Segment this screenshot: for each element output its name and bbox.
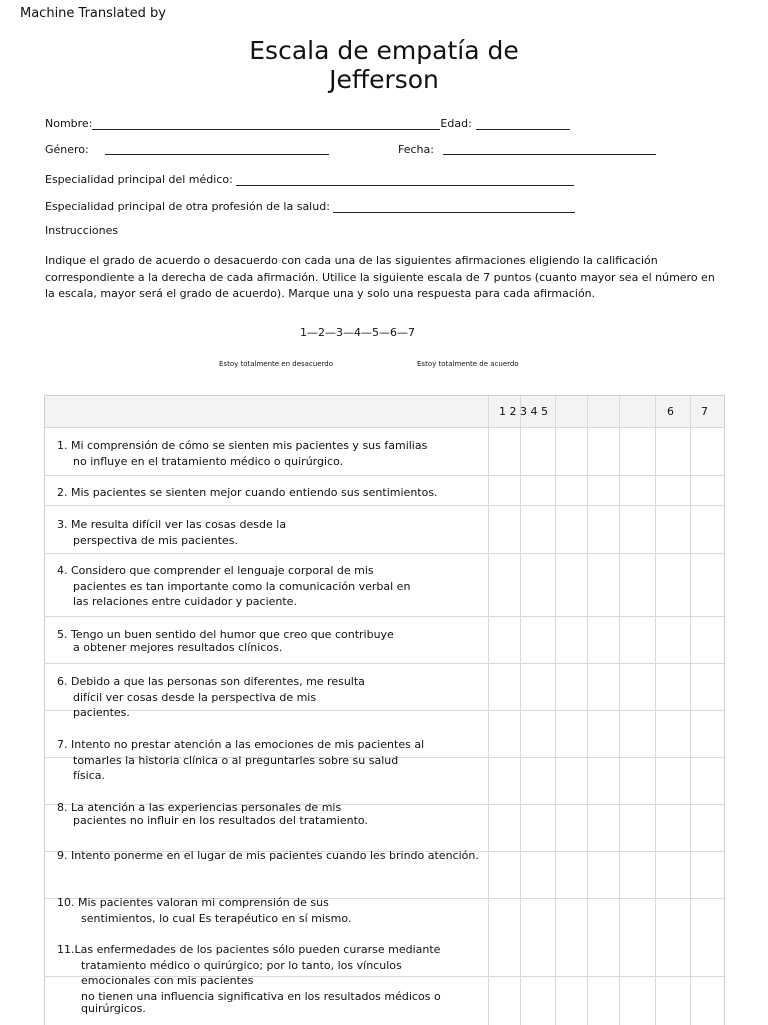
instructions-line-2: correspondiente a la derecha de cada afirmación. Utilice la siguiente escala de 7 puntos (cuanto mayor sea el número en	[45, 270, 715, 284]
item-text: perspectiva de mis pacientes.	[73, 533, 239, 547]
especialidad-medico-line[interactable]	[236, 173, 574, 186]
machine-translated-watermark: Machine Translated by	[20, 6, 166, 21]
item-text: Considero que comprender el lenguaje corporal de mis	[71, 564, 374, 577]
title-line-2: Jefferson	[329, 65, 439, 94]
item-text: pacientes no influir en los resultados del tratamiento.	[73, 813, 368, 827]
fecha-label: Fecha:	[398, 143, 434, 156]
scale-right-label: Estoy totalmente de acuerdo	[417, 360, 519, 368]
item-text: tratamiento médico o quirúrgico; por lo tanto, los vínculos	[81, 958, 402, 972]
item-text: Mis pacientes se sienten mejor cuando entiendo sus sentimientos.	[71, 486, 438, 499]
scale-left-label: Estoy totalmente en desacuerdo	[219, 360, 334, 368]
item-text: no influye en el tratamiento médico o quirúrgico.	[73, 454, 344, 468]
item-4	[57, 563, 410, 610]
item-6	[57, 674, 365, 721]
item-text: Mi comprensión de cómo se sienten mis pacientes y sus familias	[71, 439, 428, 452]
item-number: 1.	[57, 439, 68, 452]
empathy-table	[44, 395, 725, 1025]
instructions-heading: Instrucciones	[45, 224, 119, 237]
genero-label: Género:	[45, 143, 89, 156]
item-number: 2.	[57, 486, 68, 499]
item-text: a obtener mejores resultados clínicos.	[73, 640, 283, 654]
row-divider	[45, 505, 724, 506]
especialidad-otra-line[interactable]	[333, 200, 575, 213]
item-text: emocionales con mis pacientes	[81, 974, 254, 987]
item-5	[57, 627, 394, 655]
instructions-line-3: la escala, mayor será el grado de acuerdo). Marque una y solo una respuesta para cada afirmación.	[45, 287, 596, 300]
header-cols-1-5: 1 2 3 4 5	[499, 405, 548, 418]
item-text: pacientes.	[73, 706, 130, 719]
item-11	[57, 942, 441, 1017]
item-text: no tienen una influencia significativa en los resultados médicos o	[81, 989, 441, 1003]
item-text: La atención a las experiencias personales de mis	[71, 801, 342, 814]
item-text: Intento no prestar atención a las emociones de mis pacientes al	[71, 738, 425, 751]
item-text: las relaciones entre cuidador y paciente.	[73, 595, 297, 608]
rating-scale: 1—2—3—4—5—6—7	[300, 326, 415, 339]
nombre-label: Nombre:	[45, 117, 93, 130]
item-text: Mis pacientes valoran mi comprensión de sus	[78, 896, 329, 909]
item-text: Las enfermedades de los pacientes sólo pueden curarse mediante	[74, 943, 441, 956]
item-9	[57, 848, 479, 864]
item-text: tomarles la historia clínica o al preguntarles sobre su salud	[73, 753, 399, 767]
especialidad-medico-field[interactable]	[45, 173, 574, 186]
item-number: 4.	[57, 564, 68, 577]
item-text: quirúrgicos.	[81, 1002, 146, 1015]
item-number: 9.	[57, 849, 68, 862]
instructions-line-1: Indique el grado de acuerdo o desacuerdo con cada una de las siguientes afirmaciones eligiendo la calificación	[45, 254, 658, 267]
item-number: 3.	[57, 518, 68, 531]
item-text: pacientes es tan importante como la comunicación verbal en	[73, 579, 411, 593]
nombre-field[interactable]	[45, 117, 570, 130]
header-col-6: 6	[667, 405, 674, 418]
item-text: Tengo un buen sentido del humor que creo que contribuye	[71, 628, 394, 641]
item-10	[57, 895, 351, 926]
item-number: 5.	[57, 628, 68, 641]
item-7	[57, 737, 424, 784]
title-line-1: Escala de empatía de	[249, 36, 519, 65]
item-text: Me resulta difícil ver las cosas desde la	[71, 518, 287, 531]
edad-label: Edad:	[440, 117, 472, 130]
row-divider	[45, 475, 724, 476]
row-divider	[45, 616, 724, 617]
item-number: 8.	[57, 801, 68, 814]
fecha-line[interactable]	[443, 142, 656, 155]
item-number: 7.	[57, 738, 68, 751]
item-text: difícil ver cosas desde la perspectiva de mis	[73, 690, 317, 704]
item-text: Debido a que las personas son diferentes, me resulta	[71, 675, 365, 688]
item-text: Intento ponerme en el lugar de mis pacientes cuando les brindo atención.	[71, 849, 479, 862]
instructions-text	[45, 253, 725, 303]
item-text: física.	[73, 769, 106, 782]
fecha-field[interactable]	[398, 143, 434, 156]
header-col-7: 7	[701, 405, 708, 418]
genero-field[interactable]	[45, 143, 89, 156]
especialidad-otra-field[interactable]	[45, 200, 575, 213]
item-2	[57, 485, 438, 501]
nombre-line[interactable]	[92, 117, 440, 130]
item-text: sentimientos, lo cual Es terapéutico en sí mismo.	[81, 911, 352, 925]
item-number: 6.	[57, 675, 68, 688]
row-divider	[45, 663, 724, 664]
item-8	[57, 800, 368, 828]
item-1	[57, 438, 427, 469]
row-divider	[45, 553, 724, 554]
item-number: 11.	[57, 943, 75, 956]
row-divider	[45, 427, 724, 428]
genero-line[interactable]	[105, 142, 329, 155]
item-number: 10.	[57, 896, 75, 909]
page-title	[0, 36, 768, 94]
especialidad-medico-label: Especialidad principal del médico:	[45, 173, 233, 186]
table-header	[45, 396, 724, 427]
edad-line[interactable]	[476, 117, 570, 130]
especialidad-otra-label: Especialidad principal de otra profesión de la salud:	[45, 200, 330, 213]
item-3	[57, 517, 286, 548]
